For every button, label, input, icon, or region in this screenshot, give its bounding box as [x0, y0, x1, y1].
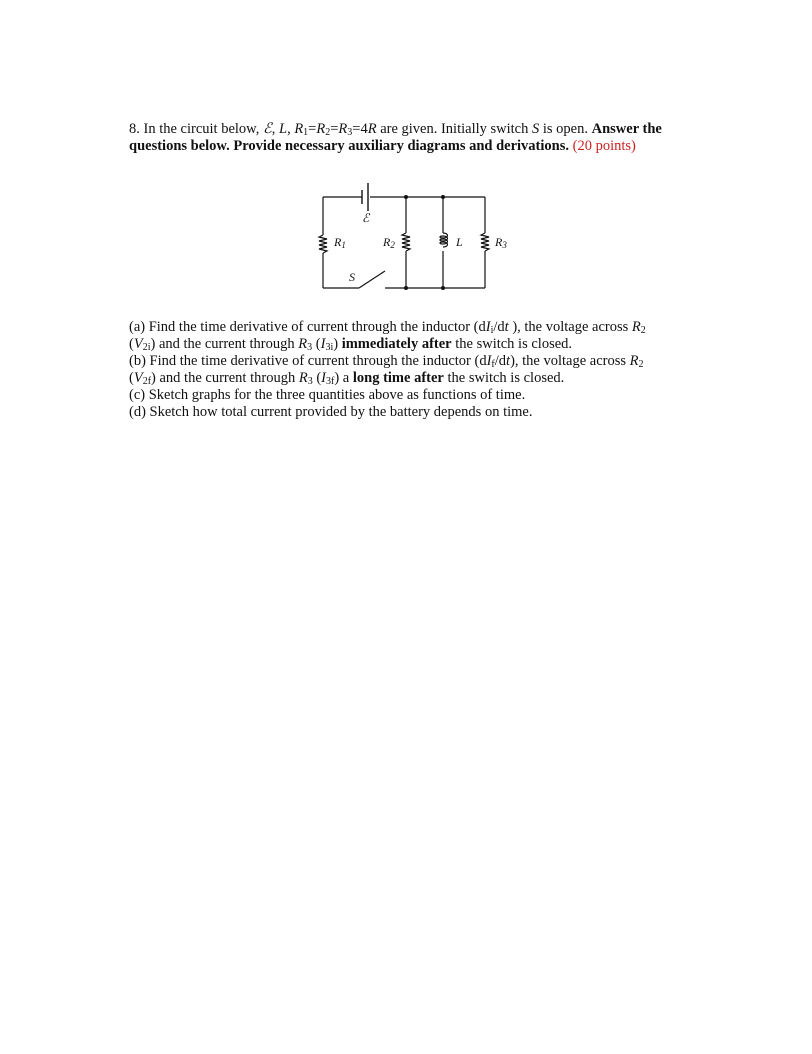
part-b: (b) Find the time derivative of current through the inductor $(dI_f/dt)$, the voltage across $R_2$ $(V_{2f})$ and the current through $R_3$ $(I_{3f})$ a long time after the switch is closed.	[129, 353, 644, 387]
bold-instructions: Answer the questions below. Provide necessary auxiliary diagrams and derivations.	[129, 121, 662, 154]
junction-dots	[404, 195, 445, 290]
r1-symbol: R	[294, 121, 304, 137]
intro-text: are given. Initially switch	[376, 121, 532, 137]
r1-subscript: 1	[303, 127, 309, 138]
inductance-symbol: L	[278, 121, 288, 137]
r2-subscript: 2	[325, 127, 331, 138]
equals: =	[308, 121, 317, 137]
problem-statement	[129, 121, 709, 155]
r1-label: R1	[334, 235, 346, 250]
circuit-diagram	[305, 178, 505, 296]
r-symbol: R	[367, 121, 377, 137]
intro-text: is open.	[539, 121, 592, 137]
r2-symbol: R	[316, 121, 326, 137]
points-label: (20 points)	[572, 138, 636, 154]
r2-label: R2	[383, 235, 395, 250]
switch-symbol: S	[532, 121, 540, 137]
l-label: L	[456, 235, 463, 249]
switch-label: S	[349, 270, 355, 284]
emf-symbol: ℰ	[262, 121, 272, 137]
intro-text: In the circuit below,	[143, 121, 260, 137]
equals: =	[330, 121, 339, 137]
equals-four: =4	[352, 121, 368, 137]
comma: ,	[287, 121, 295, 137]
r3-subscript: 3	[347, 127, 353, 138]
part-c: (c) Sketch graphs for the three quantities above as functions of time.	[129, 387, 526, 403]
r3-symbol: R	[338, 121, 348, 137]
part-d: (d) Sketch how total current provided by the battery depends on time.	[129, 404, 533, 420]
emf-label: ℰ	[362, 211, 370, 225]
part-a: (a) Find the time derivative of current through the inductor ($dI_i/dt$ ), the voltage across $R_2$ $(V_{2i})$ and the current through $R_3$ $(I_{3i})$ immediately after the switch is closed.	[129, 319, 646, 353]
r3-label: R3	[495, 235, 507, 250]
problem-number: 8.	[129, 121, 140, 137]
comma: ,	[271, 121, 279, 137]
question-parts	[129, 319, 729, 421]
